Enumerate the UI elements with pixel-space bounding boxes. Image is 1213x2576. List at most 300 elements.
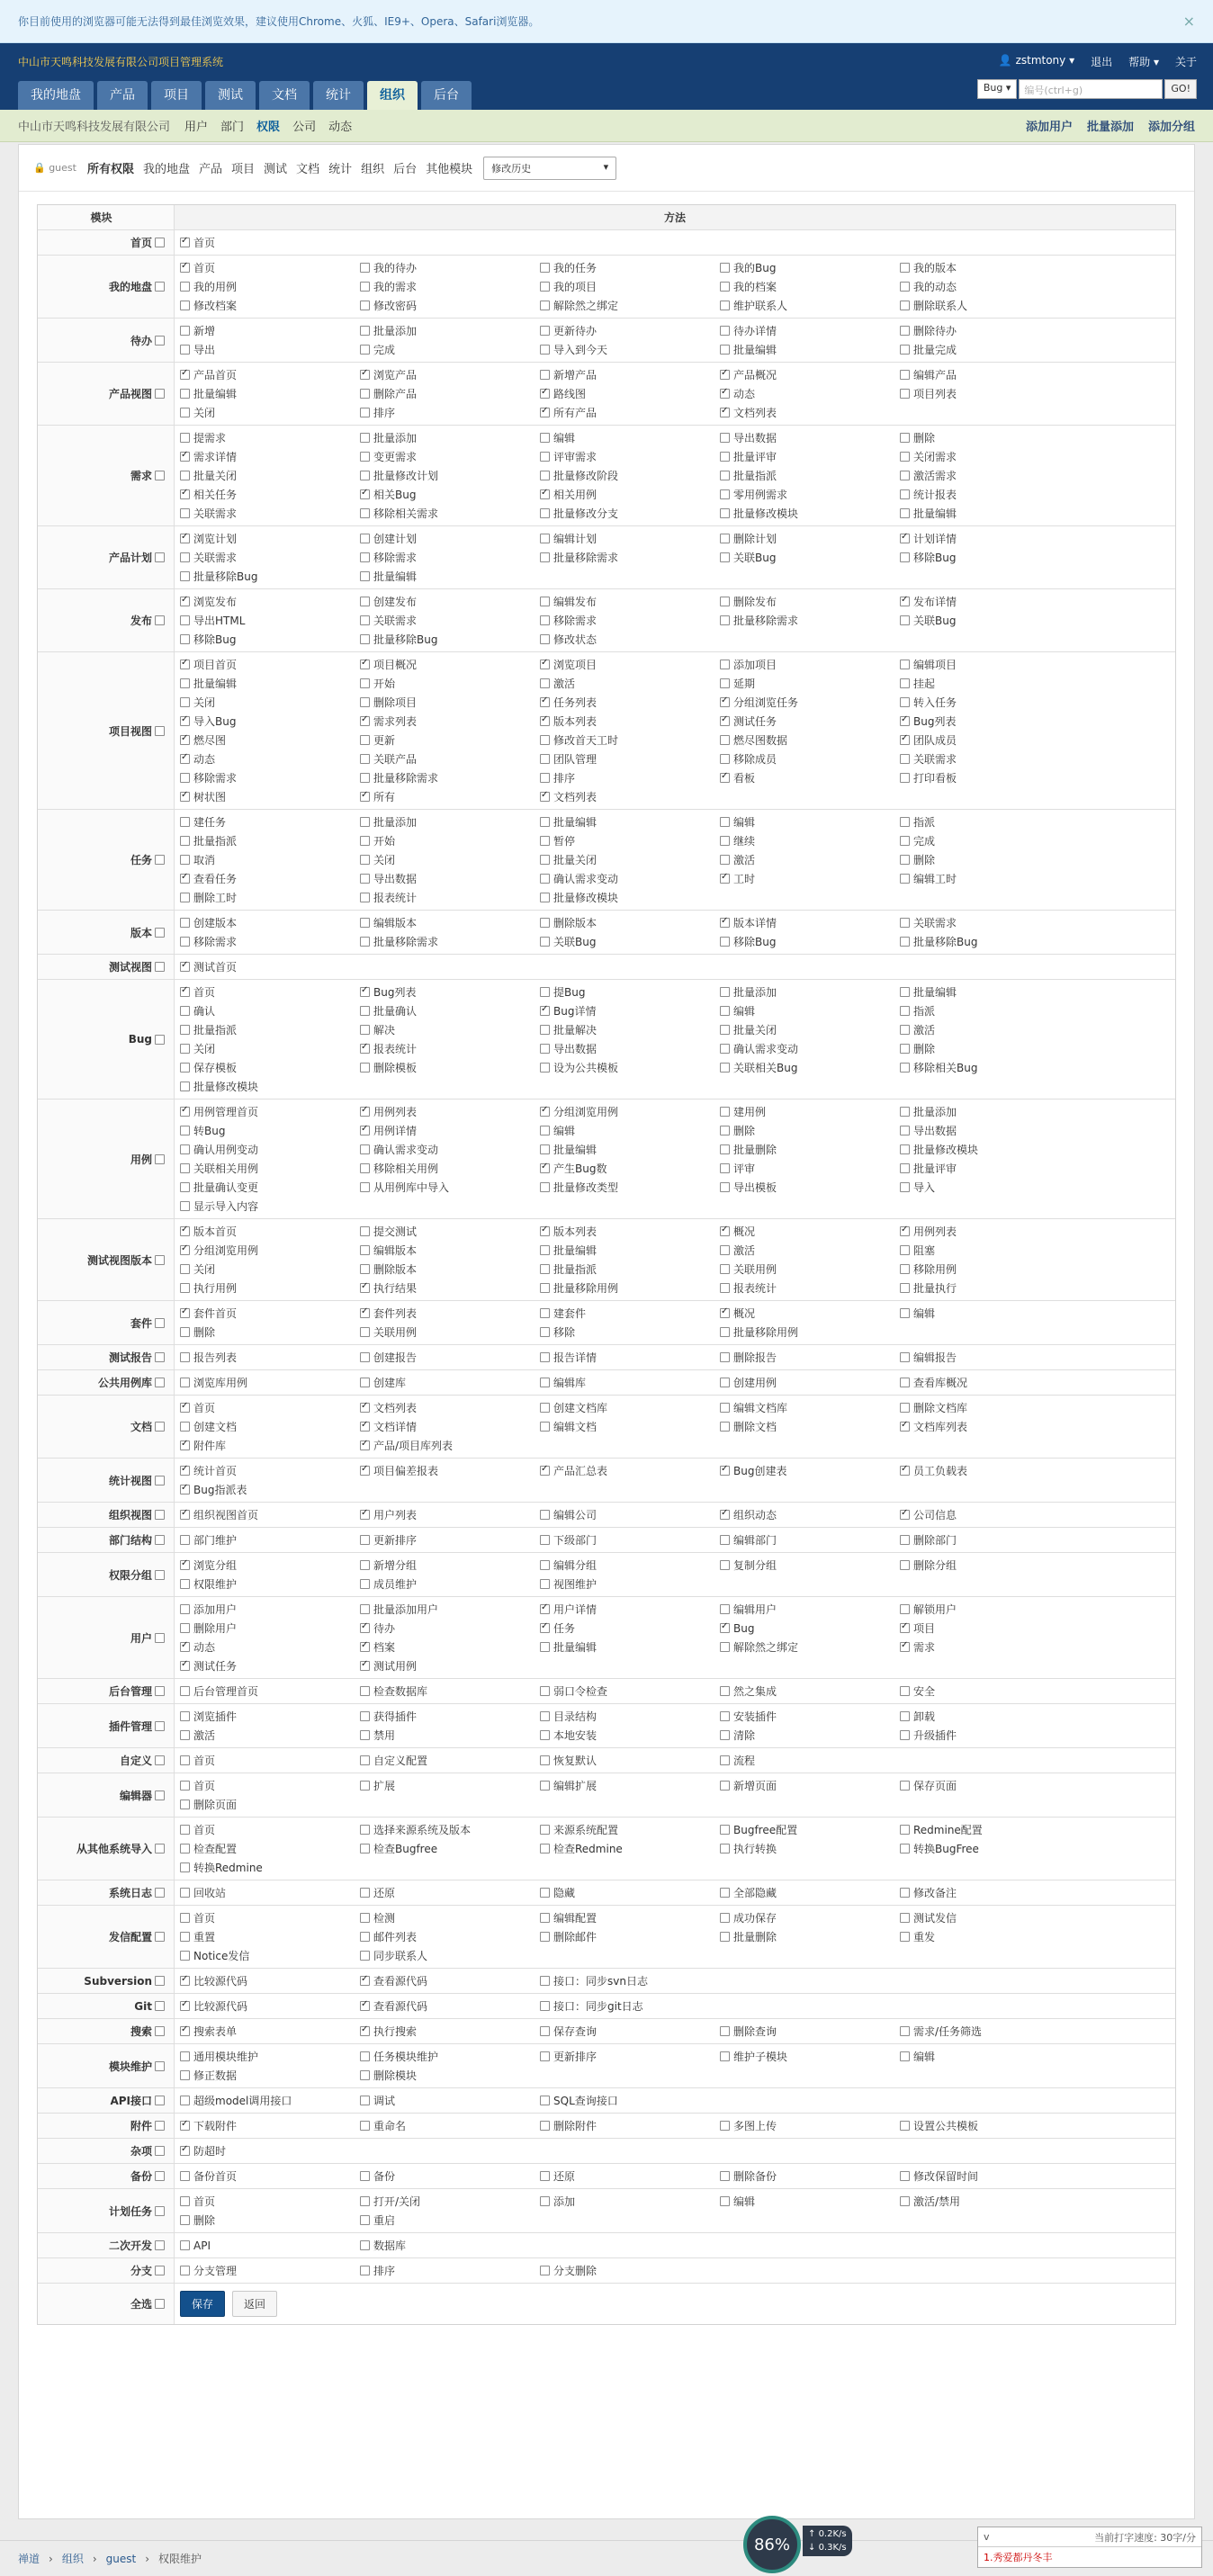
method-item[interactable] — [900, 2167, 1080, 2186]
method-item[interactable] — [540, 1839, 720, 1858]
module-checkbox[interactable] — [155, 855, 165, 865]
method-item[interactable] — [180, 340, 360, 359]
method-item[interactable] — [900, 1159, 1080, 1178]
method-item[interactable] — [720, 1638, 900, 1656]
method-item[interactable] — [540, 611, 720, 630]
method-item[interactable] — [180, 731, 360, 749]
method-item[interactable] — [720, 731, 900, 749]
method-item[interactable] — [900, 592, 1080, 611]
method-checkbox[interactable] — [540, 615, 550, 625]
method-item[interactable] — [180, 957, 360, 976]
breadcrumb-item[interactable]: guest — [105, 2552, 137, 2565]
method-checkbox[interactable] — [900, 534, 910, 543]
module-checkbox[interactable] — [155, 2146, 165, 2156]
method-item[interactable] — [900, 1417, 1080, 1436]
method-checkbox[interactable] — [720, 471, 730, 480]
method-checkbox[interactable] — [540, 1976, 550, 1986]
method-item[interactable] — [540, 869, 720, 888]
method-checkbox[interactable] — [180, 962, 190, 972]
method-item[interactable] — [360, 1556, 540, 1575]
method-checkbox[interactable] — [360, 1642, 370, 1652]
method-checkbox[interactable] — [180, 238, 190, 247]
method-item[interactable] — [540, 1505, 720, 1524]
method-item[interactable] — [900, 1883, 1080, 1902]
method-checkbox[interactable] — [720, 508, 730, 518]
method-item[interactable] — [900, 1260, 1080, 1279]
method-checkbox[interactable] — [720, 1755, 730, 1765]
method-checkbox[interactable] — [180, 1182, 190, 1192]
nav-tab[interactable]: 组织 — [367, 81, 418, 110]
method-item[interactable] — [180, 592, 360, 611]
method-item[interactable] — [900, 1373, 1080, 1392]
method-item[interactable] — [360, 529, 540, 548]
method-item[interactable] — [360, 466, 540, 485]
method-item[interactable] — [720, 277, 900, 296]
breadcrumb-item[interactable]: 组织 — [61, 2553, 84, 2565]
method-checkbox[interactable] — [360, 1352, 370, 1362]
method-item[interactable] — [540, 548, 720, 567]
method-item[interactable] — [540, 2261, 720, 2280]
method-checkbox[interactable] — [180, 773, 190, 783]
method-checkbox[interactable] — [900, 1510, 910, 1520]
method-checkbox[interactable] — [180, 697, 190, 707]
method-checkbox[interactable] — [180, 2051, 190, 2061]
method-checkbox[interactable] — [360, 2051, 370, 2061]
method-item[interactable] — [720, 428, 900, 447]
method-checkbox[interactable] — [540, 282, 550, 292]
method-item[interactable] — [360, 2211, 540, 2230]
method-checkbox[interactable] — [540, 1686, 550, 1696]
method-checkbox[interactable] — [720, 2196, 730, 2206]
method-item[interactable] — [540, 1707, 720, 1726]
method-checkbox[interactable] — [180, 1308, 190, 1318]
method-checkbox[interactable] — [360, 433, 370, 443]
method-item[interactable] — [720, 1908, 900, 1927]
method-checkbox[interactable] — [540, 2096, 550, 2105]
method-item[interactable] — [900, 1020, 1080, 1039]
method-checkbox[interactable] — [360, 301, 370, 310]
module-tab[interactable]: 所有权限 — [86, 163, 134, 176]
method-item[interactable] — [900, 1178, 1080, 1197]
method-checkbox[interactable] — [360, 697, 370, 707]
method-item[interactable] — [360, 1260, 540, 1279]
method-item[interactable] — [540, 466, 720, 485]
method-checkbox[interactable] — [900, 1844, 910, 1853]
method-checkbox[interactable] — [720, 874, 730, 884]
method-item[interactable] — [540, 485, 720, 504]
method-item[interactable] — [180, 1373, 360, 1392]
method-checkbox[interactable] — [360, 1327, 370, 1337]
method-item[interactable] — [360, 1883, 540, 1902]
method-item[interactable] — [360, 384, 540, 403]
method-checkbox[interactable] — [360, 1932, 370, 1942]
method-checkbox[interactable] — [360, 716, 370, 726]
method-item[interactable] — [360, 428, 540, 447]
method-checkbox[interactable] — [180, 1913, 190, 1923]
method-item[interactable] — [180, 1222, 360, 1241]
method-item[interactable] — [360, 1373, 540, 1392]
method-item[interactable] — [360, 611, 540, 630]
method-item[interactable] — [540, 1556, 720, 1575]
method-item[interactable] — [720, 548, 900, 567]
method-checkbox[interactable] — [180, 2215, 190, 2225]
method-item[interactable] — [180, 768, 360, 787]
method-item[interactable] — [900, 913, 1080, 932]
method-checkbox[interactable] — [720, 2026, 730, 2036]
method-item[interactable] — [360, 365, 540, 384]
method-item[interactable] — [180, 693, 360, 712]
method-item[interactable] — [180, 1619, 360, 1638]
method-checkbox[interactable] — [180, 1686, 190, 1696]
method-item[interactable] — [180, 2066, 360, 2085]
method-item[interactable] — [540, 1461, 720, 1480]
method-item[interactable] — [540, 277, 720, 296]
method-checkbox[interactable] — [900, 1378, 910, 1387]
method-item[interactable] — [180, 485, 360, 504]
method-checkbox[interactable] — [900, 1283, 910, 1293]
method-checkbox[interactable] — [180, 792, 190, 802]
method-item[interactable] — [180, 1971, 360, 1990]
method-checkbox[interactable] — [360, 1441, 370, 1450]
method-checkbox[interactable] — [180, 2266, 190, 2275]
method-checkbox[interactable] — [180, 1327, 190, 1337]
method-checkbox[interactable] — [900, 2026, 910, 2036]
method-item[interactable] — [180, 2167, 360, 2186]
method-item[interactable] — [540, 1530, 720, 1549]
method-checkbox[interactable] — [180, 1661, 190, 1671]
method-checkbox[interactable] — [180, 370, 190, 380]
module-checkbox[interactable] — [155, 726, 165, 736]
method-item[interactable] — [720, 1839, 900, 1858]
method-item[interactable] — [540, 1619, 720, 1638]
method-checkbox[interactable] — [900, 345, 910, 355]
method-checkbox[interactable] — [180, 855, 190, 865]
method-checkbox[interactable] — [540, 1466, 550, 1476]
method-checkbox[interactable] — [900, 987, 910, 997]
sub-nav-item[interactable]: 权限 — [256, 121, 281, 134]
method-checkbox[interactable] — [180, 1800, 190, 1809]
method-item[interactable] — [900, 1461, 1080, 1480]
module-tab[interactable]: 组织 — [361, 163, 385, 176]
method-checkbox[interactable] — [900, 282, 910, 292]
method-checkbox[interactable] — [900, 1352, 910, 1362]
method-checkbox[interactable] — [180, 345, 190, 355]
method-item[interactable] — [540, 2047, 720, 2066]
method-item[interactable] — [180, 630, 360, 649]
method-checkbox[interactable] — [900, 1006, 910, 1016]
method-checkbox[interactable] — [720, 1144, 730, 1154]
sub-nav-item[interactable]: 部门 — [220, 121, 245, 134]
method-item[interactable] — [180, 1575, 360, 1593]
method-item[interactable] — [720, 869, 900, 888]
method-checkbox[interactable] — [180, 1378, 190, 1387]
method-item[interactable] — [540, 321, 720, 340]
method-item[interactable] — [180, 529, 360, 548]
method-item[interactable] — [900, 447, 1080, 466]
method-checkbox[interactable] — [540, 754, 550, 764]
method-item[interactable] — [180, 233, 360, 252]
method-checkbox[interactable] — [720, 1535, 730, 1545]
method-item[interactable] — [180, 321, 360, 340]
method-item[interactable] — [180, 1795, 360, 1814]
method-item[interactable] — [720, 812, 900, 831]
method-item[interactable] — [900, 1530, 1080, 1549]
method-checkbox[interactable] — [720, 1327, 730, 1337]
method-item[interactable] — [360, 712, 540, 731]
method-item[interactable] — [360, 1751, 540, 1770]
method-checkbox[interactable] — [180, 1730, 190, 1740]
method-checkbox[interactable] — [360, 1579, 370, 1589]
method-item[interactable] — [180, 1776, 360, 1795]
method-checkbox[interactable] — [180, 918, 190, 928]
method-item[interactable] — [720, 1222, 900, 1241]
method-checkbox[interactable] — [900, 452, 910, 462]
method-item[interactable] — [540, 913, 720, 932]
method-item[interactable] — [180, 1304, 360, 1323]
method-checkbox[interactable] — [180, 1201, 190, 1211]
method-checkbox[interactable] — [900, 508, 910, 518]
method-checkbox[interactable] — [900, 1825, 910, 1835]
method-checkbox[interactable] — [720, 937, 730, 947]
method-item[interactable] — [720, 1707, 900, 1726]
method-item[interactable] — [540, 2192, 720, 2211]
method-item[interactable] — [540, 712, 720, 731]
method-item[interactable] — [720, 1348, 900, 1367]
method-item[interactable] — [720, 403, 900, 422]
method-checkbox[interactable] — [720, 1932, 730, 1942]
method-item[interactable] — [540, 888, 720, 907]
method-checkbox[interactable] — [180, 1006, 190, 1016]
method-item[interactable] — [540, 592, 720, 611]
save-button[interactable]: 保存 — [180, 2291, 225, 2317]
method-item[interactable] — [360, 983, 540, 1001]
method-item[interactable] — [540, 693, 720, 712]
method-checkbox[interactable] — [180, 1932, 190, 1942]
method-item[interactable] — [720, 1323, 900, 1342]
module-checkbox[interactable] — [155, 2171, 165, 2181]
method-checkbox[interactable] — [720, 1403, 730, 1413]
method-checkbox[interactable] — [540, 2266, 550, 2275]
method-checkbox[interactable] — [360, 345, 370, 355]
method-item[interactable] — [540, 2022, 720, 2041]
method-item[interactable] — [360, 1839, 540, 1858]
method-checkbox[interactable] — [540, 301, 550, 310]
module-tab[interactable]: 统计 — [328, 163, 353, 176]
method-item[interactable] — [180, 1197, 360, 1216]
module-checkbox[interactable] — [155, 2061, 165, 2071]
method-item[interactable] — [720, 1682, 900, 1701]
method-checkbox[interactable] — [720, 597, 730, 606]
method-checkbox[interactable] — [540, 1755, 550, 1765]
method-checkbox[interactable] — [720, 773, 730, 783]
method-checkbox[interactable] — [180, 408, 190, 417]
method-item[interactable] — [360, 674, 540, 693]
method-checkbox[interactable] — [720, 1686, 730, 1696]
method-item[interactable] — [540, 2091, 720, 2110]
method-checkbox[interactable] — [360, 1403, 370, 1413]
method-item[interactable] — [900, 1820, 1080, 1839]
method-checkbox[interactable] — [360, 987, 370, 997]
method-item[interactable] — [180, 2091, 360, 2110]
method-item[interactable] — [720, 1159, 900, 1178]
module-checkbox[interactable] — [155, 1755, 165, 1765]
method-checkbox[interactable] — [540, 634, 550, 644]
method-checkbox[interactable] — [360, 1182, 370, 1192]
module-checkbox[interactable] — [155, 1476, 165, 1485]
method-item[interactable] — [540, 1260, 720, 1279]
method-item[interactable] — [900, 831, 1080, 850]
method-item[interactable] — [360, 787, 540, 806]
method-checkbox[interactable] — [720, 1730, 730, 1740]
module-checkbox[interactable] — [155, 2206, 165, 2216]
company-name[interactable]: 中山市天鸣科技发展有限公司 — [18, 121, 171, 134]
method-checkbox[interactable] — [540, 1144, 550, 1154]
method-checkbox[interactable] — [360, 1711, 370, 1721]
sub-nav-item[interactable]: 用户 — [184, 121, 209, 134]
method-checkbox[interactable] — [180, 1107, 190, 1117]
method-item[interactable] — [360, 1776, 540, 1795]
method-item[interactable] — [360, 296, 540, 315]
method-checkbox[interactable] — [900, 263, 910, 273]
method-checkbox[interactable] — [360, 678, 370, 688]
method-checkbox[interactable] — [540, 1226, 550, 1236]
method-item[interactable] — [720, 1121, 900, 1140]
method-item[interactable] — [360, 1619, 540, 1638]
method-checkbox[interactable] — [180, 615, 190, 625]
method-item[interactable] — [360, 592, 540, 611]
method-item[interactable] — [360, 2167, 540, 2186]
method-checkbox[interactable] — [180, 597, 190, 606]
method-checkbox[interactable] — [540, 1844, 550, 1853]
method-checkbox[interactable] — [540, 1264, 550, 1274]
method-item[interactable] — [900, 731, 1080, 749]
module-checkbox[interactable] — [155, 615, 165, 625]
method-item[interactable] — [540, 1575, 720, 1593]
method-item[interactable] — [720, 1058, 900, 1077]
method-checkbox[interactable] — [900, 1126, 910, 1135]
method-checkbox[interactable] — [720, 370, 730, 380]
method-checkbox[interactable] — [900, 552, 910, 562]
method-item[interactable] — [360, 1638, 540, 1656]
method-item[interactable] — [900, 548, 1080, 567]
method-checkbox[interactable] — [360, 1913, 370, 1923]
method-item[interactable] — [180, 712, 360, 731]
method-checkbox[interactable] — [900, 489, 910, 499]
method-item[interactable] — [540, 2167, 720, 2186]
method-checkbox[interactable] — [360, 836, 370, 846]
method-checkbox[interactable] — [900, 370, 910, 380]
method-checkbox[interactable] — [900, 1422, 910, 1432]
method-checkbox[interactable] — [540, 1378, 550, 1387]
method-checkbox[interactable] — [900, 1560, 910, 1570]
method-item[interactable] — [540, 1776, 720, 1795]
module-checkbox[interactable] — [155, 2096, 165, 2105]
method-item[interactable] — [360, 1656, 540, 1675]
method-checkbox[interactable] — [180, 836, 190, 846]
method-checkbox[interactable] — [360, 1378, 370, 1387]
module-checkbox[interactable] — [155, 1686, 165, 1696]
method-item[interactable] — [180, 1039, 360, 1058]
module-tab[interactable]: 后台 — [393, 163, 418, 176]
method-item[interactable] — [900, 1619, 1080, 1638]
method-item[interactable] — [900, 2022, 1080, 2041]
method-item[interactable] — [720, 1776, 900, 1795]
method-item[interactable] — [540, 1323, 720, 1342]
method-item[interactable] — [900, 712, 1080, 731]
method-checkbox[interactable] — [540, 2171, 550, 2181]
method-checkbox[interactable] — [540, 1107, 550, 1117]
method-checkbox[interactable] — [900, 1226, 910, 1236]
about-link[interactable]: 关于 — [1174, 56, 1197, 68]
method-checkbox[interactable] — [720, 282, 730, 292]
method-checkbox[interactable] — [180, 1245, 190, 1255]
nav-tab[interactable]: 项目 — [151, 81, 202, 110]
method-checkbox[interactable] — [900, 660, 910, 669]
method-item[interactable] — [720, 504, 900, 523]
method-checkbox[interactable] — [900, 2121, 910, 2131]
method-checkbox[interactable] — [540, 1044, 550, 1054]
method-item[interactable] — [900, 983, 1080, 1001]
method-checkbox[interactable] — [360, 735, 370, 745]
method-checkbox[interactable] — [360, 1510, 370, 1520]
method-item[interactable] — [720, 384, 900, 403]
method-item[interactable] — [360, 1927, 540, 1946]
method-item[interactable] — [360, 1121, 540, 1140]
method-checkbox[interactable] — [180, 489, 190, 499]
method-item[interactable] — [360, 2066, 540, 2085]
method-checkbox[interactable] — [180, 1755, 190, 1765]
method-item[interactable] — [540, 340, 720, 359]
search-input[interactable]: 编号(ctrl+g) — [1019, 79, 1163, 99]
ime-candidate[interactable]: 1.秀爱都丹冬丰 — [984, 2552, 1053, 2563]
method-item[interactable] — [720, 1102, 900, 1121]
module-checkbox[interactable] — [155, 928, 165, 938]
method-item[interactable] — [540, 1020, 720, 1039]
method-checkbox[interactable] — [360, 552, 370, 562]
method-item[interactable] — [540, 529, 720, 548]
method-item[interactable] — [360, 1323, 540, 1342]
method-item[interactable] — [540, 1638, 720, 1656]
method-checkbox[interactable] — [720, 1378, 730, 1387]
method-checkbox[interactable] — [720, 615, 730, 625]
method-item[interactable] — [720, 1304, 900, 1323]
method-checkbox[interactable] — [540, 1163, 550, 1173]
method-checkbox[interactable] — [900, 1308, 910, 1318]
method-checkbox[interactable] — [540, 1888, 550, 1898]
method-item[interactable] — [540, 1971, 720, 1990]
method-checkbox[interactable] — [720, 817, 730, 827]
method-checkbox[interactable] — [540, 716, 550, 726]
method-checkbox[interactable] — [720, 1560, 730, 1570]
method-item[interactable] — [180, 1461, 360, 1480]
nav-tab[interactable]: 我的地盘 — [18, 81, 94, 110]
method-item[interactable] — [180, 2022, 360, 2041]
method-checkbox[interactable] — [900, 773, 910, 783]
method-checkbox[interactable] — [900, 1623, 910, 1633]
method-checkbox[interactable] — [180, 1781, 190, 1791]
method-checkbox[interactable] — [720, 326, 730, 336]
method-item[interactable] — [360, 1575, 540, 1593]
method-checkbox[interactable] — [900, 1044, 910, 1054]
method-item[interactable] — [900, 1556, 1080, 1575]
method-checkbox[interactable] — [540, 1535, 550, 1545]
method-checkbox[interactable] — [180, 2146, 190, 2156]
method-checkbox[interactable] — [360, 489, 370, 499]
module-checkbox[interactable] — [155, 1888, 165, 1898]
method-checkbox[interactable] — [360, 2121, 370, 2131]
method-item[interactable] — [180, 2141, 360, 2160]
method-item[interactable] — [540, 1001, 720, 1020]
